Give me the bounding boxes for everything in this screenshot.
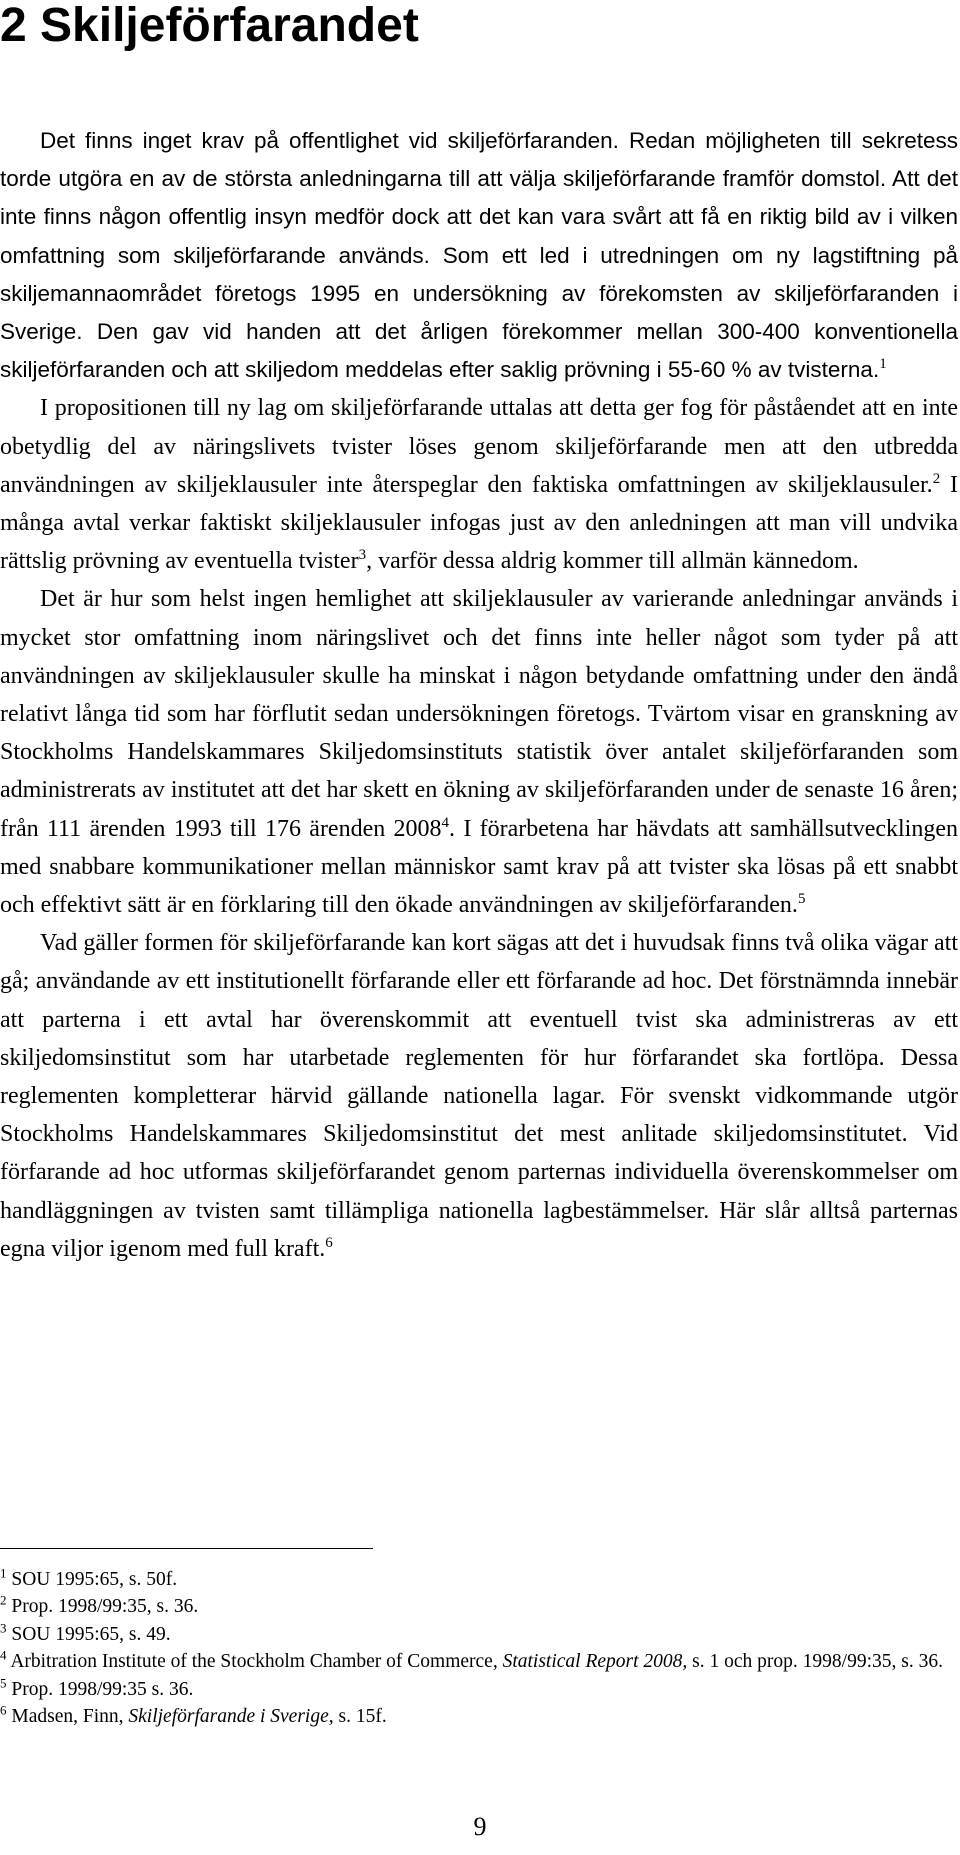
footnote-ref-2: 2	[932, 470, 941, 487]
page-heading: 2 Skiljeförfarandet	[0, 0, 419, 52]
footnote-number: 6	[0, 1702, 7, 1718]
footnote-5	[0, 1676, 958, 1703]
footnote-ref-3: 3	[358, 547, 367, 564]
footnote-4	[0, 1648, 958, 1675]
paragraph-4	[0, 924, 958, 1268]
footnote-number: 2	[0, 1592, 7, 1608]
paragraph-3	[0, 580, 958, 924]
footnote-text: Arbitration Institute of the Stockholm Chamber of Commerce,	[10, 1651, 503, 1673]
footnote-3	[0, 1621, 958, 1648]
footnote-ref-6: 6	[325, 1234, 333, 1251]
footnote-text: Madsen, Finn,	[11, 1706, 129, 1728]
footnote-text: s. 1 och prop. 1998/99:35, s. 36.	[687, 1651, 943, 1673]
footnote-text: Prop. 1998/99:35 s. 36.	[11, 1678, 194, 1700]
footnote-ref-5: 5	[797, 891, 806, 908]
paragraph-3-text-a: Det är hur som helst ingen hemlighet att skiljeklausuler av varierande anledningar används i mycket stor omfattning inom näringslivet och det finns inte heller något som tyder på att användningen av skiljeklausuler skulle ha minskat i någon betydande omfattning under den ändå relativt långa tid som har förflutit sedan undersökningen företogs. Tvärtom visar en granskning av Stockholms Handelskammares Skiljedomsinstituts statistik över antalet skiljeförfaranden som administrerats av institutet att det har skett en ökning av skiljeförfaranden under de senaste 16 åren; från 111 ärenden 1993 till 176 ärenden 2008	[0, 586, 958, 842]
body-text	[0, 122, 958, 1268]
footnote-number: 5	[0, 1675, 7, 1691]
footnote-1	[0, 1566, 958, 1593]
footnote-number: 3	[0, 1620, 7, 1636]
footnotes	[0, 1566, 958, 1730]
page-number: 9	[473, 1812, 487, 1841]
footnote-number: 4	[0, 1647, 7, 1663]
footnote-text: Prop. 1998/99:35, s. 36.	[11, 1596, 199, 1618]
footnote-ref-1: 1	[879, 356, 887, 373]
paragraph-4-text: Vad gäller formen för skiljeförfarande kan kort sägas att det i huvudsak finns två olika vägar att gå; användande av ett institutionellt förfarande eller ett förfarande ad hoc. Det förstnämnda innebär att parterna i ett avtal har överenskommit att eventuell tvist ska administreras av ett skiljedomsinstitut som har utarbetade reglementen för hur förfarandet ska fortlöpa. Dessa reglementen kompletterar härvid gällande nationella lagar. För svenskt vidkommande utgör Stockholms Handelskammares Skiljedomsinstitut det mest anlitade skiljedomsinstitutet. Vid förfarande ad hoc utformas skiljeförfarandet genom parternas individuella överenskommelser om handläggningen av tvisten samt tillämpliga nationella lagbestämmelser. Här slår alltså parternas egna viljor igenom med full kraft.	[0, 930, 958, 1262]
footnote-number: 1	[0, 1565, 7, 1581]
footnote-text: SOU 1995:65, s. 50f.	[11, 1569, 178, 1590]
footnote-italic-title: Statistical Report 2008,	[502, 1651, 688, 1673]
paragraph-3-text-b: . I förarbetena har hävdats att samhällsutvecklingen med snabbare kommunikationer mellan människor samt krav på att tvister ska lösas på ett snabbt och effektivt sätt är en förklaring till den ökade användningen av skiljeförfaranden.	[0, 815, 958, 919]
footnote-separator	[0, 1548, 373, 1549]
paragraph-2-text-a: I propositionen till ny lag om skiljeförfarande uttalas att detta ger fog för påståendet att en inte obetydlig del av näringslivets tvister löses genom skiljeförfarande men att den utbredda användningen av skiljeklausuler inte återspeglar den faktiska omfattningen av skiljeklausuler.	[0, 395, 958, 498]
footnote-italic-title: Skiljeförfarande i Sverige	[128, 1706, 329, 1728]
footnote-6	[0, 1703, 958, 1730]
footnote-text: SOU 1995:65, s. 49.	[11, 1623, 171, 1645]
paragraph-2	[0, 389, 958, 580]
paragraph-2-text-b: I många avtal verkar faktiskt skiljeklausuler infogas just av den anledningen att man vill undvika rättslig prövning av eventuella tvister	[0, 471, 958, 575]
footnote-ref-4: 4	[441, 814, 450, 831]
paragraph-2-text-c: , varför dessa aldrig kommer till allmän kännedom.	[366, 548, 859, 575]
footnote-text: , s. 15f.	[328, 1706, 387, 1728]
footnote-2	[0, 1593, 958, 1620]
paragraph-1	[0, 122, 958, 389]
paragraph-1-text: Det finns inget krav på offentlighet vid skiljeförfaranden. Redan möjligheten till sekretess torde utgöra en av de största anledningarna till att välja skiljeförfarande framför domstol. Att det inte finns någon offentlig insyn medför dock att det kan vara svårt att få en riktig bild av i vilken omfattning som skiljeförfarande används. Som ett led i utredningen om ny lagstiftning på skiljemannaområdet företogs 1995 en undersökning av förekomsten av skiljeförfaranden i Sverige. Den gav vid handen att det årligen förekommer mellan 300-400 konventionella skiljeförfaranden och att skiljedom meddelas efter saklig prövning i 55-60 % av tvisterna.	[0, 128, 958, 383]
